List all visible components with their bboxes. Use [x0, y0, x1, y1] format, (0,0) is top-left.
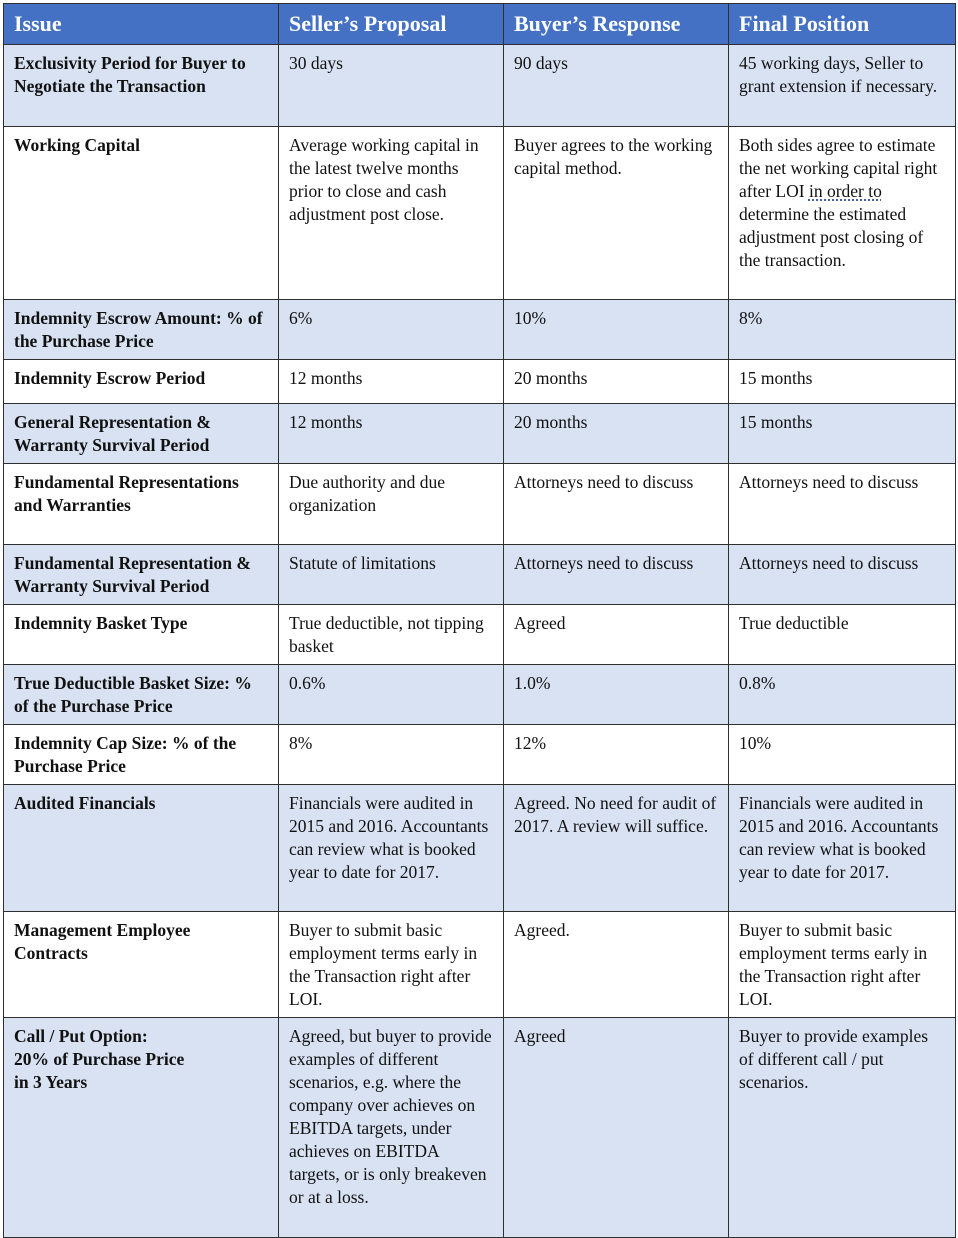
header-issue: Issue: [4, 4, 279, 45]
seller-cell: Agreed, but buyer to provide examples of different scenarios, e.g. where the company over achieves on EBITDA targets, under achieves on EBITDA targets, or is only breakeven or at a loss.: [279, 1018, 504, 1238]
issue-cell: Audited Financials: [4, 785, 279, 912]
buyer-cell: Agreed: [504, 605, 729, 665]
issue-line: 20% of Purchase Price: [14, 1049, 185, 1069]
header-final-position: Final Position: [729, 4, 956, 45]
header-sellers-proposal: Seller’s Proposal: [279, 4, 504, 45]
issue-cell: Indemnity Basket Type: [4, 605, 279, 665]
seller-cell: 6%: [279, 300, 504, 360]
issue-line: Call / Put Option:: [14, 1026, 148, 1046]
buyer-cell: 1.0%: [504, 665, 729, 725]
seller-cell: Average working capital in the latest twelve months prior to close and cash adjustment post close.: [279, 127, 504, 300]
buyer-cell: Attorneys need to discuss: [504, 464, 729, 545]
table-row: [4, 45, 956, 127]
buyer-cell: 12%: [504, 725, 729, 785]
issue-cell: Indemnity Escrow Amount: % of the Purchase Price: [4, 300, 279, 360]
buyer-cell: Buyer agrees to the working capital method.: [504, 127, 729, 300]
final-cell: 15 months: [729, 404, 956, 464]
issue-line: in 3 Years: [14, 1072, 88, 1092]
seller-cell: Due authority and due organization: [279, 464, 504, 545]
table-row: [4, 605, 956, 665]
final-cell: [729, 127, 956, 300]
issue-cell: [4, 1018, 279, 1238]
seller-cell: True deductible, not tipping basket: [279, 605, 504, 665]
spellcheck-flagged-text: in order to: [808, 181, 882, 201]
seller-cell: Statute of limitations: [279, 545, 504, 605]
buyer-cell: 10%: [504, 300, 729, 360]
seller-cell: 8%: [279, 725, 504, 785]
seller-cell: 30 days: [279, 45, 504, 127]
issue-cell: Working Capital: [4, 127, 279, 300]
table-row: [4, 360, 956, 404]
final-cell: Buyer to submit basic employment terms early in the Transaction right after LOI.: [729, 912, 956, 1018]
final-cell: 0.8%: [729, 665, 956, 725]
final-text-start: Both sides agree to estimate the net working capital right after LOI: [739, 135, 938, 201]
table-row: [4, 785, 956, 912]
final-cell: 8%: [729, 300, 956, 360]
final-cell: 45 working days, Seller to grant extension if necessary.: [729, 45, 956, 127]
final-cell: 10%: [729, 725, 956, 785]
issue-cell: Exclusivity Period for Buyer to Negotiate the Transaction: [4, 45, 279, 127]
issue-cell: True Deductible Basket Size: % of the Purchase Price: [4, 665, 279, 725]
table-row: [4, 127, 956, 300]
table-header: [4, 4, 956, 45]
issue-cell: Management Employee Contracts: [4, 912, 279, 1018]
final-cell: Attorneys need to discuss: [729, 464, 956, 545]
final-cell: Financials were audited in 2015 and 2016. Accountants can review what is booked year to date for 2017.: [729, 785, 956, 912]
buyer-cell: Agreed. No need for audit of 2017. A review will suffice.: [504, 785, 729, 912]
final-cell: 15 months: [729, 360, 956, 404]
final-cell: Buyer to provide examples of different call / put scenarios.: [729, 1018, 956, 1238]
table-row: [4, 725, 956, 785]
table-row: [4, 300, 956, 360]
table-body: [4, 45, 956, 1238]
buyer-cell: Agreed: [504, 1018, 729, 1238]
buyer-cell: Agreed.: [504, 912, 729, 1018]
issue-cell: Indemnity Cap Size: % of the Purchase Price: [4, 725, 279, 785]
final-text-end: determine the estimated adjustment post closing of the transaction.: [739, 204, 924, 270]
buyer-cell: Attorneys need to discuss: [504, 545, 729, 605]
table-row: [4, 545, 956, 605]
negotiation-table: [3, 3, 956, 1238]
buyer-cell: 20 months: [504, 360, 729, 404]
seller-cell: 0.6%: [279, 665, 504, 725]
seller-cell: Financials were audited in 2015 and 2016. Accountants can review what is booked year to date for 2017.: [279, 785, 504, 912]
seller-cell: 12 months: [279, 360, 504, 404]
buyer-cell: 90 days: [504, 45, 729, 127]
issue-cell: Fundamental Representations and Warranties: [4, 464, 279, 545]
issue-cell: Indemnity Escrow Period: [4, 360, 279, 404]
seller-cell: 12 months: [279, 404, 504, 464]
table-row: [4, 1018, 956, 1238]
header-row: [4, 4, 956, 45]
table-row: [4, 912, 956, 1018]
final-cell: True deductible: [729, 605, 956, 665]
seller-cell: Buyer to submit basic employment terms early in the Transaction right after LOI.: [279, 912, 504, 1018]
table-row: [4, 665, 956, 725]
table-row: [4, 404, 956, 464]
issue-cell: Fundamental Representation & Warranty Survival Period: [4, 545, 279, 605]
final-cell: Attorneys need to discuss: [729, 545, 956, 605]
table-row: [4, 464, 956, 545]
buyer-cell: 20 months: [504, 404, 729, 464]
issue-cell: General Representation & Warranty Survival Period: [4, 404, 279, 464]
header-buyers-response: Buyer’s Response: [504, 4, 729, 45]
